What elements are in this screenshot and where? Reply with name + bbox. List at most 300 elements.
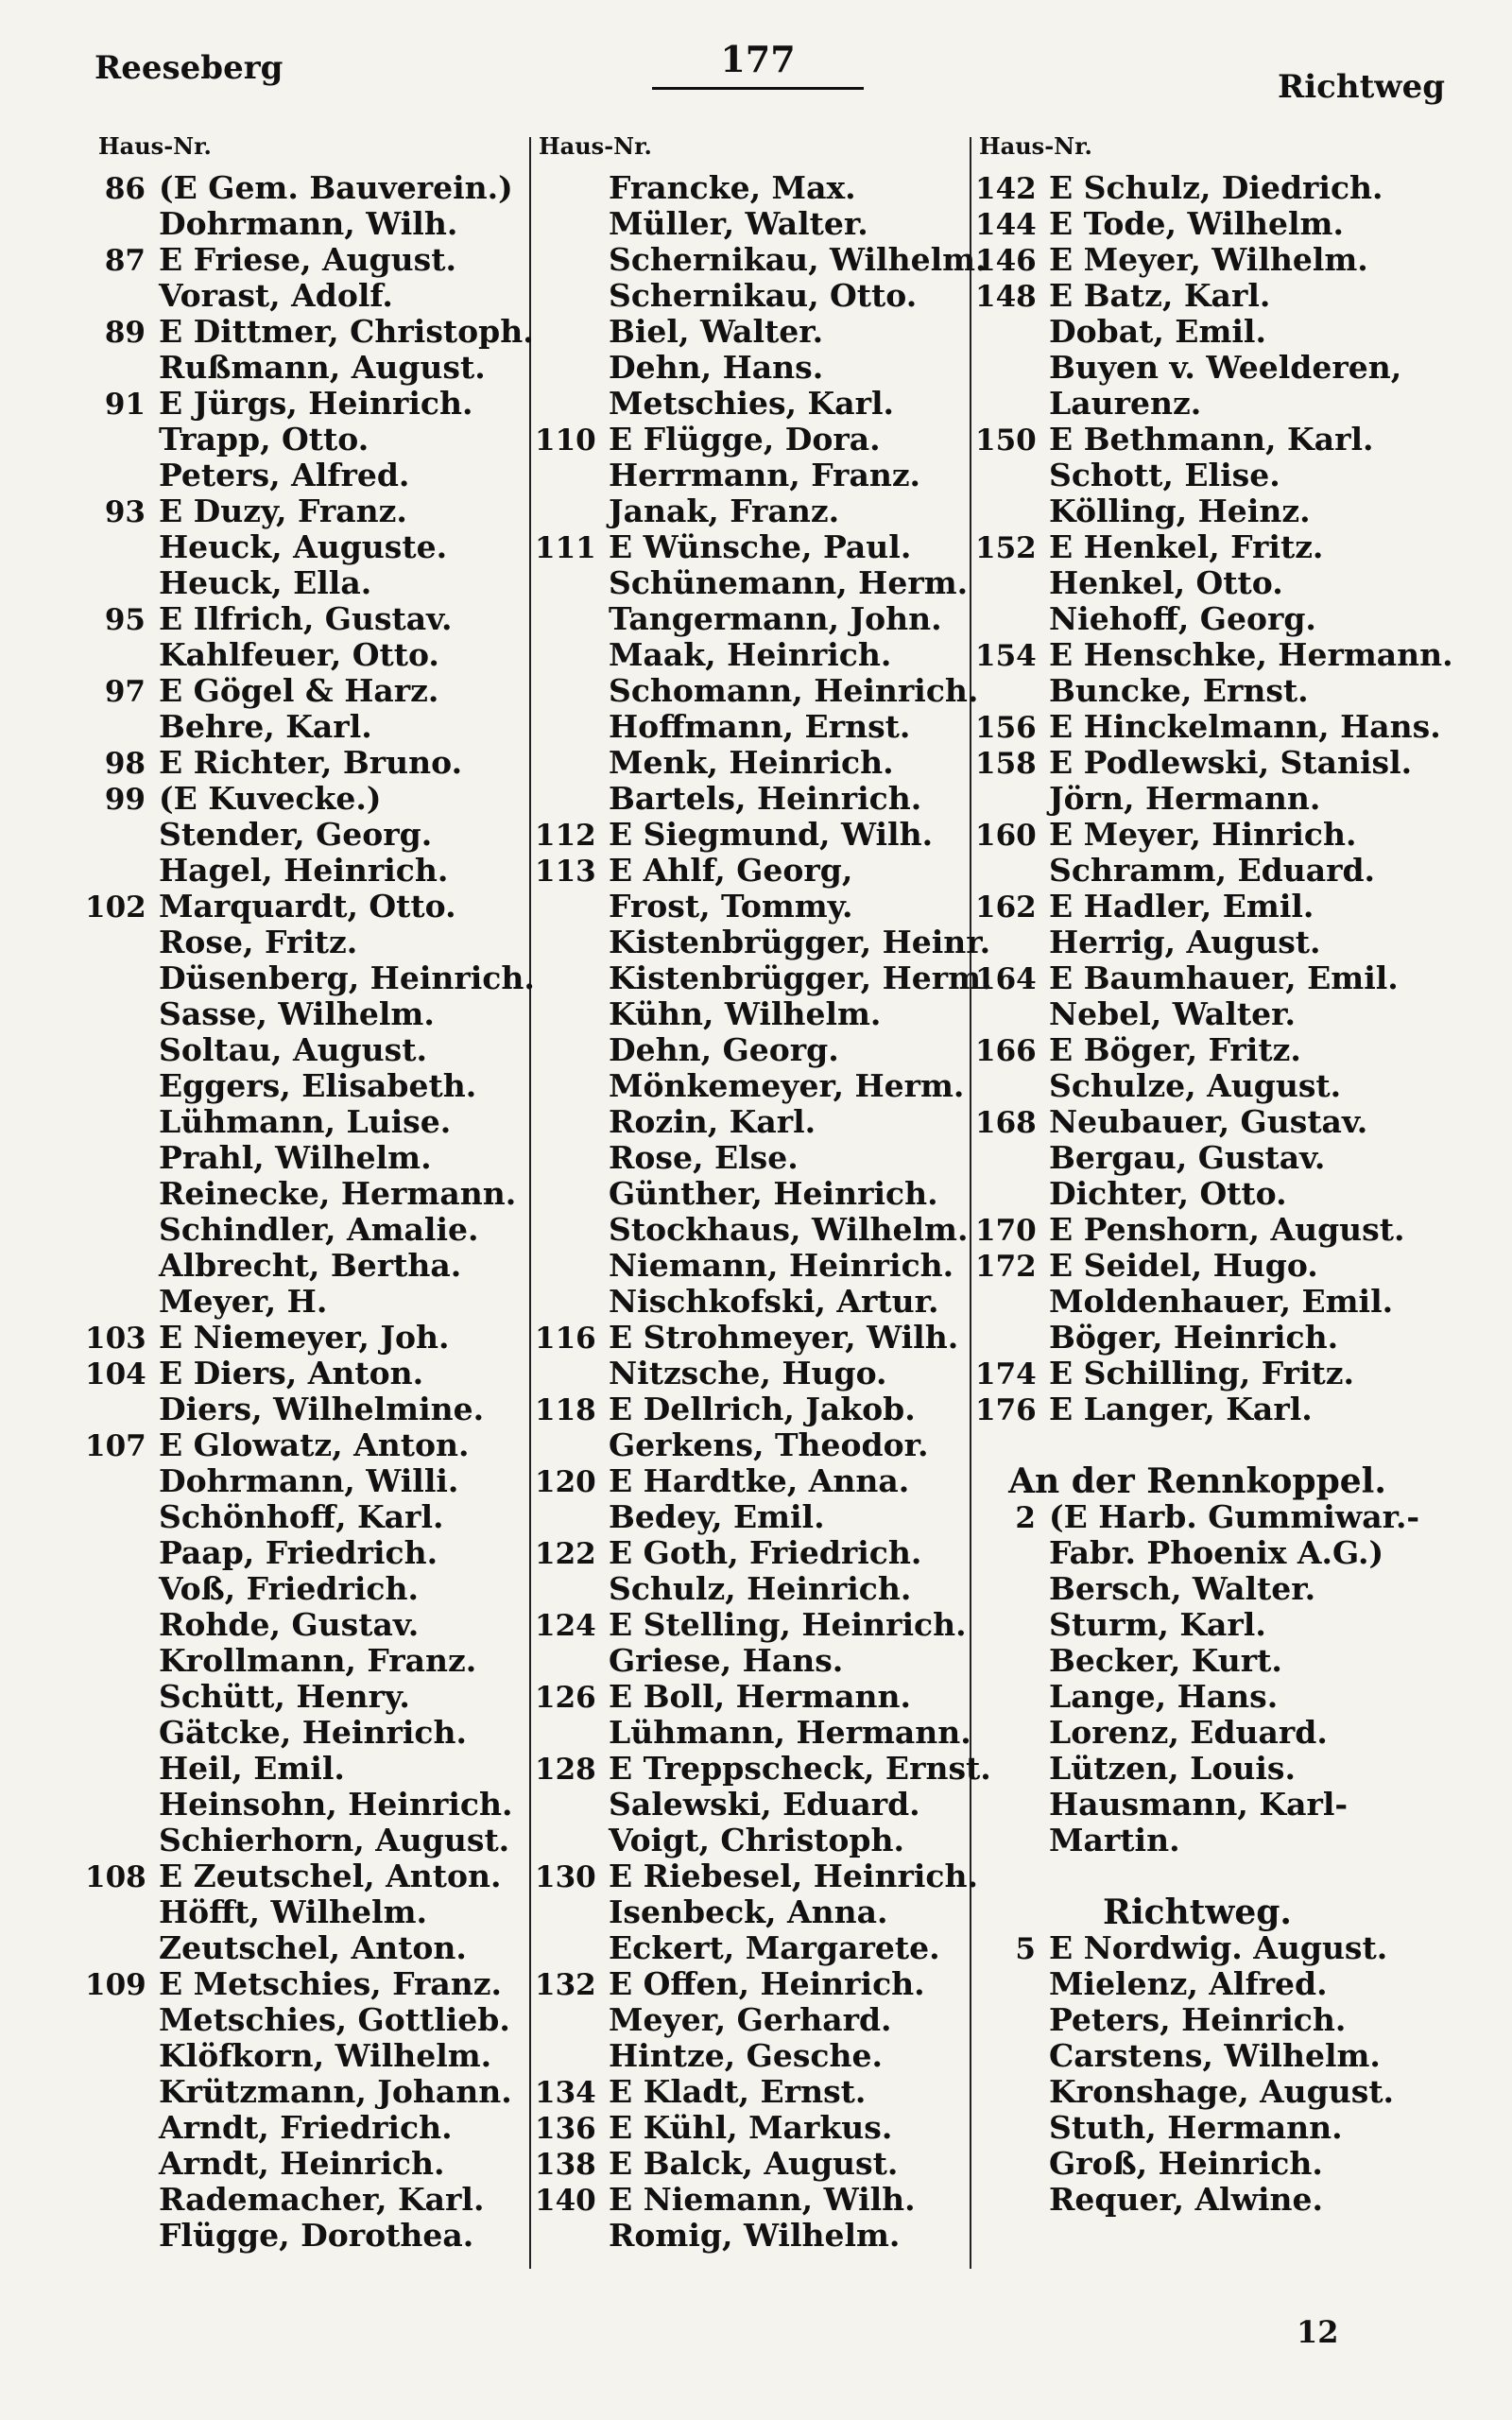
directory-entry: [535, 422, 965, 458]
directory-entry: [85, 1823, 524, 1858]
resident-name: E Flügge, Dora.: [609, 421, 881, 458]
directory-entry: [85, 1427, 524, 1463]
directory-entry: [535, 2038, 965, 2074]
directory-entry: [535, 2146, 965, 2182]
resident-name: Gerkens, Theodor.: [609, 1426, 929, 1463]
directory-entry: [85, 170, 524, 206]
resident-name: Lühmann, Luise.: [159, 1103, 452, 1140]
house-number: 91: [104, 388, 146, 422]
resident-name: Becker, Kurt.: [1049, 1642, 1282, 1679]
resident-name: E Wünsche, Paul.: [609, 528, 912, 565]
directory-entry: [85, 1032, 524, 1068]
directory-entry: [975, 1212, 1419, 1248]
resident-name: Isenbeck, Anna.: [609, 1893, 888, 1930]
directory-entry: [85, 853, 524, 889]
directory-entry: [535, 1356, 965, 1392]
resident-name: Bersch, Walter.: [1049, 1570, 1316, 1607]
resident-name: Kahlfeuer, Otto.: [159, 636, 439, 673]
directory-entry: [975, 242, 1419, 278]
directory-entry: [975, 601, 1419, 637]
resident-name: E Henschke, Hermann.: [1049, 636, 1453, 673]
resident-name: (E Gem. Bauverein.): [159, 169, 513, 206]
resident-name: Jörn, Hermann.: [1049, 780, 1321, 817]
directory-entry: [85, 2002, 524, 2038]
house-number: 93: [104, 495, 146, 529]
directory-entry: [975, 1751, 1419, 1787]
directory-entry: [85, 1715, 524, 1751]
resident-name: Kölling, Heinz.: [1049, 493, 1311, 529]
resident-name: Frost, Tommy.: [609, 888, 853, 925]
directory-entry: [975, 745, 1419, 781]
directory-entry: [85, 1607, 524, 1643]
resident-name: (E Harb. Gummiwar.-: [1049, 1498, 1420, 1535]
directory-entry: [975, 1930, 1419, 1966]
directory-entry: [85, 1140, 524, 1176]
resident-name: Maak, Heinrich.: [609, 636, 892, 673]
resident-name: Heinsohn, Heinrich.: [159, 1786, 513, 1823]
house-number: 128: [535, 1753, 596, 1787]
directory-entry: [85, 1930, 524, 1966]
directory-entry: [535, 1643, 965, 1679]
directory-entry: [85, 1356, 524, 1392]
directory-entry: [535, 1499, 965, 1535]
directory-entry: [85, 278, 524, 314]
resident-name: Schütt, Henry.: [159, 1678, 410, 1715]
house-number: 138: [535, 2148, 596, 2182]
directory-entry: [975, 206, 1419, 242]
directory-entry: [975, 1679, 1419, 1715]
directory-entry: [975, 458, 1419, 493]
house-number: 97: [104, 675, 146, 709]
resident-name: Kistenbrügger, Heinr.: [609, 924, 991, 960]
resident-name: Eckert, Margarete.: [609, 1929, 940, 1966]
directory-entry: [85, 889, 524, 925]
directory-entry: [975, 1392, 1419, 1427]
resident-name: Herrmann, Franz.: [609, 457, 921, 493]
house-number: 146: [975, 244, 1037, 278]
resident-name: Laurenz.: [1049, 385, 1202, 422]
resident-name: Buyen v. Weelderen,: [1049, 349, 1402, 386]
directory-entry: [535, 1571, 965, 1607]
directory-entry: [85, 422, 524, 458]
resident-name: E Kladt, Ernst.: [609, 2073, 867, 2110]
resident-name: E Zeutschel, Anton.: [159, 1858, 502, 1894]
resident-name: Stuth, Hermann.: [1049, 2109, 1343, 2146]
directory-entry: [975, 673, 1419, 709]
house-number: 2: [1015, 1501, 1036, 1535]
directory-entry: [535, 745, 965, 781]
resident-name: Schünemann, Herm.: [609, 564, 969, 601]
directory-entry: [975, 278, 1419, 314]
directory-entry: [85, 673, 524, 709]
directory-entry: [975, 853, 1419, 889]
directory-entry: [535, 1463, 965, 1499]
directory-entry: [535, 1966, 965, 2002]
directory-entry: [535, 529, 965, 565]
house-number: 154: [975, 639, 1037, 673]
house-number: 124: [535, 1609, 596, 1643]
resident-name: Schomann, Heinrich.: [609, 672, 979, 709]
resident-name: Rademacher, Karl.: [159, 2181, 485, 2218]
directory-entry: [975, 996, 1419, 1032]
resident-name: E Glowatz, Anton.: [159, 1426, 470, 1463]
house-number: 168: [975, 1106, 1037, 1140]
house-number: 176: [975, 1393, 1037, 1427]
directory-entry: [975, 1571, 1419, 1607]
directory-entry: [975, 2074, 1419, 2110]
house-number: 166: [975, 1034, 1037, 1068]
resident-name: E Offen, Heinrich.: [609, 1965, 925, 2002]
directory-entry: [535, 350, 965, 386]
directory-entry: [975, 1966, 1419, 2002]
directory-entry: [535, 709, 965, 745]
resident-name: Krollmann, Franz.: [159, 1642, 477, 1679]
resident-name: Kronshage, August.: [1049, 2073, 1395, 2110]
directory-entry: [85, 2074, 524, 2110]
directory-entry: [535, 2182, 965, 2218]
resident-name: Schindler, Amalie.: [159, 1211, 479, 1248]
resident-name: E Meyer, Wilhelm.: [1049, 241, 1368, 278]
resident-name: Carstens, Wilhelm.: [1049, 2037, 1381, 2074]
resident-name: Lange, Hans.: [1049, 1678, 1279, 1715]
house-number: 108: [85, 1860, 146, 1894]
column-3: [975, 169, 1453, 2218]
directory-entry: [85, 781, 524, 817]
directory-entry: [535, 1176, 965, 1212]
directory-entry: [535, 637, 965, 673]
house-number: 98: [104, 747, 146, 781]
house-number: 89: [104, 316, 146, 350]
resident-name: Hintze, Gesche.: [609, 2037, 883, 2074]
directory-entry: [85, 1751, 524, 1787]
signature-mark: 12: [1297, 2314, 1339, 2350]
resident-name: Hagel, Heinrich.: [159, 852, 449, 889]
resident-name: Martin.: [1049, 1822, 1180, 1858]
column-1: [85, 169, 535, 2254]
house-number: 120: [535, 1465, 596, 1499]
house-number: 86: [104, 172, 146, 206]
directory-entry: [85, 996, 524, 1032]
directory-entry: [535, 386, 965, 422]
directory-entry: [975, 1248, 1419, 1284]
house-number: 87: [104, 244, 146, 278]
directory-entry: [975, 1320, 1419, 1356]
column-divider-1: [529, 137, 531, 2269]
directory-entry: [975, 422, 1419, 458]
resident-name: Rußmann, August.: [159, 349, 486, 386]
resident-name: Bergau, Gustav.: [1049, 1139, 1326, 1176]
resident-name: Biel, Walter.: [609, 313, 824, 350]
directory-entry: [535, 1930, 965, 1966]
directory-entry: [535, 278, 965, 314]
house-number: 150: [975, 424, 1037, 458]
directory-entry: [975, 1284, 1419, 1320]
resident-name: Lützen, Louis.: [1049, 1750, 1296, 1787]
house-number: 118: [535, 1393, 596, 1427]
resident-name: Schulze, August.: [1049, 1067, 1342, 1104]
street-heading: An der Rennkoppel.: [1008, 1461, 1386, 1501]
running-head-right: Richtweg: [1278, 68, 1445, 106]
resident-name: E Seidel, Hugo.: [1049, 1247, 1318, 1284]
resident-name: Moldenhauer, Emil.: [1049, 1283, 1394, 1320]
resident-name: E Bethmann, Karl.: [1049, 421, 1374, 458]
directory-entry: [85, 1176, 524, 1212]
resident-name: (E Kuvecke.): [159, 780, 382, 817]
resident-name: E Dellrich, Jakob.: [609, 1391, 916, 1427]
directory-entry: [535, 781, 965, 817]
resident-name: Klöfkorn, Wilhelm.: [159, 2037, 492, 2074]
resident-name: Schott, Elise.: [1049, 457, 1280, 493]
directory-entry: [975, 2146, 1419, 2182]
resident-name: Arndt, Friedrich.: [159, 2109, 453, 2146]
directory-entry: [85, 1499, 524, 1535]
resident-name: E Langer, Karl.: [1049, 1391, 1313, 1427]
resident-name: E Siegmund, Wilh.: [609, 816, 934, 853]
resident-name: Krützmann, Johann.: [159, 2073, 512, 2110]
resident-name: Romig, Wilhelm.: [609, 2217, 901, 2254]
resident-name: Meyer, H.: [159, 1283, 328, 1320]
resident-name: Bedey, Emil.: [609, 1498, 825, 1535]
directory-entry: [85, 1068, 524, 1104]
house-number: 109: [85, 1968, 146, 2002]
house-number: 111: [535, 531, 596, 565]
directory-entry: [535, 493, 965, 529]
directory-entry: [85, 1966, 524, 2002]
resident-name: Höfft, Wilhelm.: [159, 1893, 427, 1930]
resident-name: Trapp, Otto.: [159, 421, 369, 458]
resident-name: E Ilfrich, Gustav.: [159, 600, 453, 637]
resident-name: Günther, Heinrich.: [609, 1175, 938, 1212]
resident-name: Menk, Heinrich.: [609, 744, 894, 781]
resident-name: E Schilling, Fritz.: [1049, 1355, 1354, 1392]
resident-name: Müller, Walter.: [609, 205, 868, 242]
directory-entry: [85, 2038, 524, 2074]
house-number: 152: [975, 531, 1037, 565]
spacer: [975, 1858, 1419, 1894]
directory-entry: [85, 565, 524, 601]
directory-entry: [85, 1284, 524, 1320]
directory-entry: [535, 170, 965, 206]
resident-name: Behre, Karl.: [159, 708, 372, 745]
resident-name: Fabr. Phoenix A.G.): [1049, 1534, 1384, 1571]
resident-name: Stockhaus, Wilhelm.: [609, 1211, 969, 1248]
directory-entry: [85, 350, 524, 386]
resident-name: Heil, Emil.: [159, 1750, 345, 1787]
directory-entry: [535, 1211, 969, 1248]
resident-name: Reinecke, Hermann.: [159, 1175, 517, 1212]
directory-entry: [975, 493, 1419, 529]
resident-name: Metschies, Karl.: [609, 385, 894, 422]
house-number: 132: [535, 1968, 596, 2002]
resident-name: E Schulz, Diedrich.: [1049, 169, 1383, 206]
directory-entry: [975, 1715, 1419, 1751]
resident-name: Rohde, Gustav.: [159, 1606, 420, 1643]
resident-name: E Tode, Wilhelm.: [1049, 205, 1344, 242]
directory-entry: [535, 1750, 991, 1787]
resident-name: E Baumhauer, Emil.: [1049, 959, 1399, 996]
resident-name: Bartels, Heinrich.: [609, 780, 922, 817]
resident-name: Kühn, Wilhelm.: [609, 995, 882, 1032]
directory-entry: [535, 853, 965, 889]
house-number: 136: [535, 2112, 596, 2146]
resident-name: Diers, Wilhelmine.: [159, 1391, 485, 1427]
house-number: 130: [535, 1860, 596, 1894]
directory-entry: [85, 745, 524, 781]
resident-name: E Riebesel, Heinrich.: [609, 1858, 978, 1894]
directory-entry: [975, 1104, 1419, 1140]
resident-name: E Meyer, Hinrich.: [1049, 816, 1357, 853]
directory-entry: [975, 708, 1441, 745]
directory-entry: [975, 781, 1419, 817]
resident-name: Prahl, Wilhelm.: [159, 1139, 432, 1176]
house-number: 122: [535, 1537, 596, 1571]
directory-entry: [85, 1643, 524, 1679]
directory-entry: [85, 1392, 524, 1427]
resident-name: Schönhoff, Karl.: [159, 1498, 444, 1535]
resident-name: Lorenz, Eduard.: [1049, 1714, 1328, 1751]
house-number: 104: [85, 1357, 146, 1392]
resident-name: E Kühl, Markus.: [609, 2109, 893, 2146]
directory-entry: [975, 2182, 1419, 2218]
resident-name: E Metschies, Franz.: [159, 1965, 502, 2002]
directory-entry: [535, 206, 965, 242]
resident-name: Tangermann, John.: [609, 600, 942, 637]
house-number: 174: [975, 1357, 1037, 1392]
resident-name: Dichter, Otto.: [1049, 1175, 1287, 1212]
directory-entry: [975, 1535, 1419, 1571]
resident-name: Flügge, Dorothea.: [159, 2217, 474, 2254]
resident-name: Dehn, Hans.: [609, 349, 824, 386]
resident-name: E Podlewski, Stanisl.: [1049, 744, 1413, 781]
resident-name: E Hinckelmann, Hans.: [1049, 708, 1441, 745]
directory-entry: [85, 1320, 524, 1356]
directory-entry: [975, 889, 1419, 925]
directory-entry: [85, 1679, 524, 1715]
house-number: 156: [975, 711, 1037, 745]
column-divider-2: [970, 137, 971, 2269]
directory-entry: [85, 1463, 524, 1499]
resident-name: E Richter, Bruno.: [159, 744, 463, 781]
resident-name: Francke, Max.: [609, 169, 856, 206]
resident-name: Lühmann, Hermann.: [609, 1714, 971, 1751]
resident-name: E Niemann, Wilh.: [609, 2181, 916, 2218]
directory-entry: [85, 206, 524, 242]
resident-name: Requer, Alwine.: [1049, 2181, 1324, 2218]
directory-entry: [975, 1032, 1419, 1068]
directory-entry: [535, 889, 965, 925]
resident-name: E Jürgs, Heinrich.: [159, 385, 473, 422]
directory-entry: [975, 386, 1419, 422]
resident-name: Heuck, Ella.: [159, 564, 372, 601]
directory-entry: [85, 458, 524, 493]
house-number: 110: [535, 424, 596, 458]
resident-name: Peters, Heinrich.: [1049, 2001, 1347, 2038]
house-number: 116: [535, 1322, 596, 1356]
resident-name: Niehoff, Georg.: [1049, 600, 1316, 637]
house-number: 99: [104, 783, 146, 817]
resident-name: Rose, Else.: [609, 1139, 799, 1176]
directory-entry: [535, 1068, 965, 1104]
directory-entry: [975, 2110, 1419, 2146]
resident-name: Salewski, Eduard.: [609, 1786, 920, 1823]
resident-name: Nebel, Walter.: [1049, 995, 1296, 1032]
house-number: 107: [85, 1429, 146, 1463]
directory-entry: [975, 1823, 1419, 1858]
resident-name: Eggers, Elisabeth.: [159, 1067, 477, 1104]
resident-name: Henkel, Otto.: [1049, 564, 1283, 601]
column-label-2: Haus-Nr.: [539, 132, 652, 160]
directory-entry: [85, 1571, 524, 1607]
directory-entry: [85, 637, 524, 673]
directory-entry: [535, 1427, 965, 1463]
resident-name: Voigt, Christoph.: [609, 1822, 904, 1858]
directory-entry: [85, 959, 535, 996]
directory-entry: [535, 1894, 965, 1930]
directory-entry: [535, 1104, 965, 1140]
directory-entry: [975, 1607, 1419, 1643]
directory-entry: [535, 1714, 971, 1751]
directory-entry: [535, 1284, 965, 1320]
directory-entry: [85, 242, 524, 278]
directory-entry: [85, 709, 524, 745]
resident-name: E Böger, Fritz.: [1049, 1031, 1301, 1068]
directory-entry: [535, 924, 991, 960]
directory-entry: [975, 565, 1419, 601]
resident-name: Hausmann, Karl-: [1049, 1786, 1349, 1823]
house-number: 102: [85, 890, 146, 925]
directory-entry: [535, 1392, 965, 1427]
resident-name: Böger, Heinrich.: [1049, 1319, 1339, 1356]
resident-name: E Friese, August.: [159, 241, 456, 278]
directory-entry: [535, 314, 965, 350]
resident-name: Vorast, Adolf.: [159, 277, 393, 314]
resident-name: Düsenberg, Heinrich.: [159, 959, 535, 996]
resident-name: Rozin, Karl.: [609, 1103, 816, 1140]
directory-entry: [535, 1679, 965, 1715]
directory-entry: [535, 1858, 978, 1894]
resident-name: Janak, Franz.: [609, 493, 840, 529]
resident-name: Nischkofski, Artur.: [609, 1283, 939, 1320]
resident-name: Schierhorn, August.: [159, 1822, 510, 1858]
directory-entry: [535, 2002, 965, 2038]
directory-entry: [975, 1140, 1419, 1176]
house-number: 172: [975, 1250, 1037, 1284]
house-number: 126: [535, 1681, 596, 1715]
resident-name: E Diers, Anton.: [159, 1355, 424, 1392]
resident-name: Zeutschel, Anton.: [159, 1929, 467, 1966]
directory-entry: [85, 529, 524, 565]
header-rule: [652, 87, 864, 90]
directory-entry: [535, 959, 992, 996]
resident-name: Schramm, Eduard.: [1049, 852, 1376, 889]
resident-name: E Boll, Hermann.: [609, 1678, 911, 1715]
directory-entry: [975, 1787, 1419, 1823]
resident-name: Dehn, Georg.: [609, 1031, 839, 1068]
resident-name: Rose, Fritz.: [159, 924, 358, 960]
directory-entry: [535, 1248, 965, 1284]
directory-entry: [975, 1068, 1419, 1104]
house-number: 5: [1015, 1932, 1036, 1966]
directory-entry: [535, 2218, 965, 2254]
directory-entry: [85, 313, 534, 350]
resident-name: Arndt, Heinrich.: [159, 2145, 445, 2182]
resident-name: Nitzsche, Hugo.: [609, 1355, 887, 1392]
resident-name: Heuck, Auguste.: [159, 528, 448, 565]
directory-entry: [975, 1643, 1419, 1679]
resident-name: Hoffmann, Ernst.: [609, 708, 911, 745]
resident-name: E Treppscheck, Ernst.: [609, 1750, 991, 1787]
column-label-3: Haus-Nr.: [979, 132, 1092, 160]
